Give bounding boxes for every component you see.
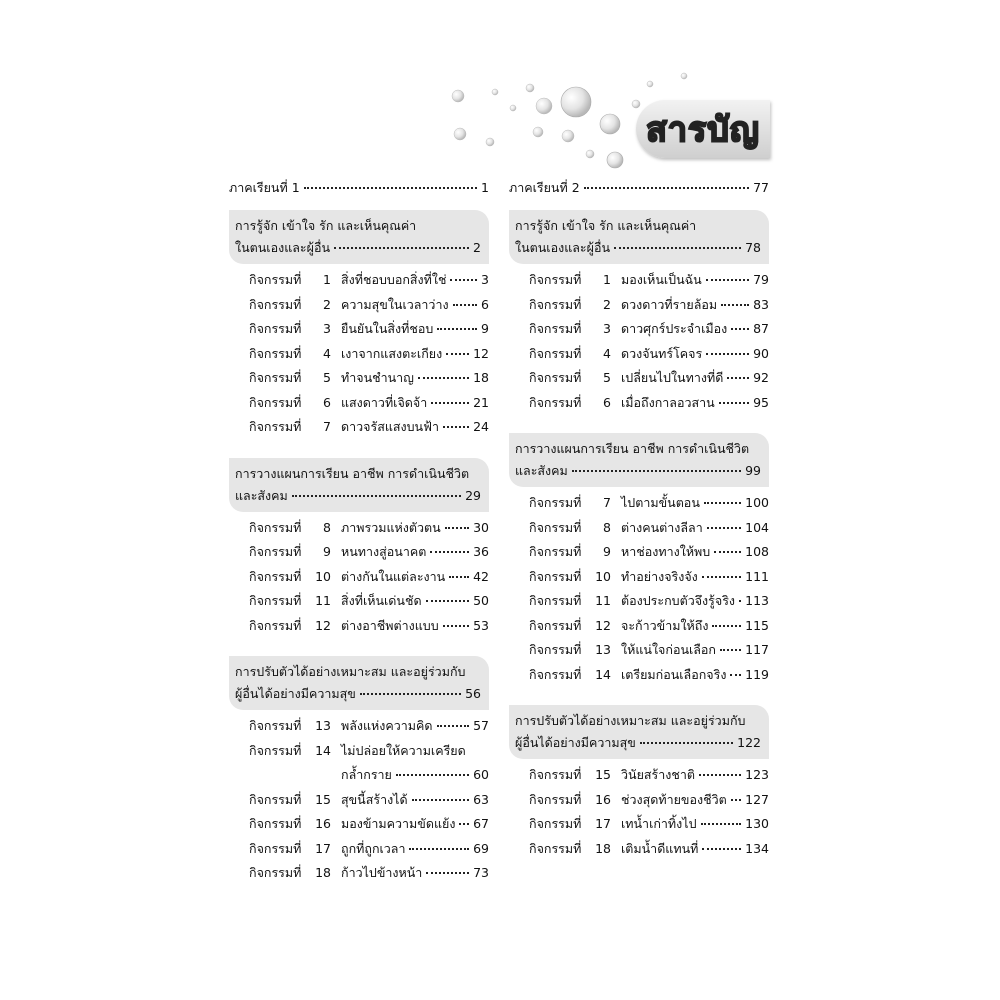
dot-leader [334, 247, 469, 249]
activity-page: 6 [481, 296, 489, 312]
activity-row [229, 814, 489, 839]
activity-label: กิจกรรมที่ [249, 617, 302, 633]
section-title-line2-row [235, 237, 481, 259]
section-page: 2 [473, 240, 481, 255]
activity-page: 111 [745, 568, 769, 584]
activity-number: 3 [323, 321, 331, 336]
activity-row [509, 542, 769, 567]
activity-number: 2 [323, 296, 331, 312]
activity-title: ยืนยันในสิ่งที่ชอบ [341, 321, 434, 336]
term-label: ภาคเรียนที่ 2 [509, 180, 580, 195]
activity-row [509, 665, 769, 690]
dot-leader [431, 402, 469, 404]
activity-number: 14 [595, 666, 611, 682]
activity-label: กิจกรรมที่ [249, 394, 302, 410]
section-title-line2: ในตนเองและผู้อื่น [235, 240, 331, 255]
activity-row [509, 640, 769, 665]
activity-title: จะก้าวข้ามให้ถึง [621, 617, 709, 633]
activity-row [509, 295, 769, 320]
activity-page: 3 [481, 272, 489, 287]
activity-label: กิจกรรมที่ [529, 642, 582, 657]
activity-number: 13 [315, 718, 331, 733]
activity-row [229, 839, 489, 864]
activity-page: 18 [473, 370, 489, 385]
activity-title: ภาพรวมแห่งตัวตน [341, 519, 441, 535]
activity-number: 6 [603, 394, 611, 410]
activity-row [509, 591, 769, 616]
section-spacer [509, 689, 769, 705]
activity-label: กิจกรรมที่ [529, 519, 582, 535]
activity-title: ก้าวไปข้างหน้า [341, 865, 423, 880]
activity-row [509, 518, 769, 543]
dot-leader [702, 576, 741, 578]
activity-number: 9 [323, 544, 331, 559]
activity-label: กิจกรรมที่ [249, 840, 302, 856]
dot-leader [719, 402, 749, 404]
dot-leader [706, 279, 749, 281]
activity-title: ไปตามขั้นตอน [621, 495, 700, 510]
activity-page: 113 [745, 593, 769, 608]
activity-title: ความสุขในเวลาว่าง [341, 296, 449, 312]
dot-leader [409, 848, 469, 850]
activity-row [229, 344, 489, 369]
activity-label: กิจกรรมที่ [249, 865, 302, 880]
activity-row [229, 591, 489, 616]
section-title-line2: และสังคม [515, 463, 568, 478]
activity-row [229, 616, 489, 641]
activity-number: 7 [603, 495, 611, 510]
activity-label: กิจกรรมที่ [529, 272, 582, 287]
activity-number: 13 [595, 642, 611, 657]
activity-label: กิจกรรมที่ [249, 321, 302, 336]
term-page: 1 [481, 180, 489, 195]
dot-leader [584, 187, 749, 189]
section-heading [229, 458, 489, 512]
activity-row [509, 814, 769, 839]
activity-label: กิจกรรมที่ [529, 544, 582, 559]
activity-row [229, 542, 489, 567]
activity-row [229, 368, 489, 393]
activity-title: มองข้ามความขัดแย้ง [341, 816, 456, 831]
activity-number: 1 [323, 272, 331, 287]
dot-leader [727, 377, 749, 379]
activity-number: 5 [323, 370, 331, 385]
activity-title: เมื่อถึงกาลอวสาน [621, 394, 715, 410]
activity-page: 30 [473, 519, 489, 535]
activity-number: 6 [323, 394, 331, 410]
section-title-line2-row [235, 485, 481, 507]
section-page: 78 [745, 240, 761, 255]
activity-number: 14 [315, 742, 331, 758]
activity-number: 11 [595, 593, 611, 608]
section-title-line2: ผู้อื่นได้อย่างมีความสุข [515, 735, 636, 750]
dot-leader [446, 353, 469, 355]
dot-leader [437, 328, 477, 330]
section-title-line2: ในตนเองและผู้อื่น [515, 240, 611, 255]
activity-row-continued [229, 765, 489, 790]
activity-number: 18 [315, 865, 331, 880]
section-spacer [509, 417, 769, 433]
section-title-line1: การรู้จัก เข้าใจ รัก และเห็นคุณค่า [515, 218, 697, 233]
activity-title: สุขนี้สร้างได้ [341, 791, 408, 807]
activity-title: ต่างอาชีพต่างแบบ [341, 617, 439, 633]
section-spacer [229, 442, 489, 458]
activity-title-continued: กล้ำกราย [341, 767, 392, 782]
activity-page: 67 [473, 816, 489, 831]
activity-page: 130 [745, 816, 769, 831]
activity-number: 17 [315, 840, 331, 856]
activity-label: กิจกรรมที่ [249, 272, 302, 287]
dot-leader [701, 823, 742, 825]
activity-label: กิจกรรมที่ [249, 742, 302, 758]
activity-page: 127 [745, 791, 769, 807]
dot-leader [731, 799, 741, 801]
activity-label: กิจกรรมที่ [529, 394, 582, 410]
activity-title: หาช่องทางให้พบ [621, 544, 711, 559]
activity-label: กิจกรรมที่ [529, 495, 582, 510]
activity-label: กิจกรรมที่ [529, 345, 582, 361]
activity-label: กิจกรรมที่ [529, 370, 582, 385]
activity-title: สิ่งที่ชอบบอกสิ่งที่ใช่ [341, 272, 447, 287]
activity-page: 57 [473, 718, 489, 733]
activity-label: กิจกรรมที่ [249, 568, 302, 584]
activity-row [509, 270, 769, 295]
activity-number: 8 [603, 519, 611, 535]
activity-label: กิจกรรมที่ [529, 296, 582, 312]
activity-label: กิจกรรมที่ [529, 816, 582, 831]
activity-title: ทำจนชำนาญ [341, 370, 414, 385]
activity-row [509, 368, 769, 393]
activity-row [229, 393, 489, 418]
term-label: ภาคเรียนที่ 1 [229, 180, 300, 195]
activity-row [509, 393, 769, 418]
section-spacer [229, 640, 489, 656]
section-title-line2-row [515, 460, 761, 482]
activity-row [229, 741, 489, 766]
activity-label: กิจกรรมที่ [529, 840, 582, 856]
activity-page: 119 [745, 666, 769, 682]
activity-page: 53 [473, 617, 489, 633]
activity-page: 83 [753, 296, 769, 312]
activity-title: ดวงดาวที่รายล้อม [621, 296, 718, 312]
activity-page: 104 [745, 519, 769, 535]
dot-leader [739, 600, 741, 602]
activity-title: เงาจากแสงตะเกียง [341, 345, 443, 361]
section-page: 99 [745, 463, 761, 478]
activity-row [509, 319, 769, 344]
dot-leader [459, 823, 469, 825]
activity-page: 92 [753, 370, 769, 385]
section-title-line2: และสังคม [235, 487, 288, 503]
dot-leader [445, 527, 469, 529]
activity-number: 1 [603, 272, 611, 287]
section-title-line2-row [235, 683, 481, 705]
dot-leader [731, 328, 749, 330]
activity-page: 50 [473, 593, 489, 608]
activity-number: 18 [595, 840, 611, 856]
activity-label: กิจกรรมที่ [249, 519, 302, 535]
dot-leader [721, 304, 749, 306]
activity-title: วินัยสร้างชาติ [621, 767, 695, 782]
section-title-line1: การปรับตัวได้อย่างเหมาะสม และอยู่ร่วมกับ [515, 713, 746, 728]
activity-title: ต่างกันในแต่ละงาน [341, 568, 446, 584]
activity-number: 8 [323, 519, 331, 535]
activity-label: กิจกรรมที่ [249, 593, 302, 608]
activity-number: 4 [603, 345, 611, 361]
activity-title: หนทางสู่อนาคต [341, 544, 427, 559]
activity-title: เปลี่ยนไปในทางที่ดี [621, 370, 724, 385]
activity-title: มองเห็นเป็นฉัน [621, 272, 702, 287]
toc-column-left [229, 178, 489, 904]
term-page: 77 [753, 180, 769, 195]
activity-page: 117 [745, 642, 769, 657]
section-heading [509, 210, 769, 264]
activity-label: กิจกรรมที่ [249, 544, 302, 559]
activity-title: ทำอย่างจริงจัง [621, 568, 698, 584]
dot-leader [453, 304, 477, 306]
dot-leader [292, 495, 461, 497]
activity-row [509, 344, 769, 369]
activity-page: 9 [481, 321, 489, 336]
activity-title: เทน้ำเก่าทิ้งไป [621, 816, 697, 831]
activity-row [229, 518, 489, 543]
dot-leader [443, 426, 469, 428]
activity-row [509, 765, 769, 790]
dot-leader [418, 377, 469, 379]
activity-title: สิ่งที่เห็นเด่นชัด [341, 593, 422, 608]
activity-title: ถูกที่ถูกเวลา [341, 840, 406, 856]
activity-number: 9 [603, 544, 611, 559]
activity-title: พลังแห่งความคิด [341, 718, 433, 733]
section-title-line1: การรู้จัก เข้าใจ รัก และเห็นคุณค่า [235, 218, 417, 233]
activity-label: กิจกรรมที่ [249, 296, 302, 312]
activity-page: 79 [753, 272, 769, 287]
dot-leader [443, 625, 469, 627]
activity-number: 12 [315, 617, 331, 633]
activity-number: 10 [315, 568, 331, 584]
section-spacer [229, 888, 489, 904]
activity-label: กิจกรรมที่ [529, 593, 582, 608]
activity-row [509, 839, 769, 864]
dot-leader [360, 693, 461, 695]
dot-leader [396, 774, 469, 776]
activity-label: กิจกรรมที่ [529, 666, 582, 682]
section-heading [509, 433, 769, 487]
activity-title: ดาวศุกร์ประจำเมือง [621, 321, 728, 336]
activity-title: ให้แน่ใจก่อนเลือก [621, 642, 717, 657]
section-heading [509, 705, 769, 759]
activity-page: 73 [473, 865, 489, 880]
section-spacer [509, 863, 769, 879]
section-page: 29 [465, 487, 481, 503]
dot-leader [426, 872, 469, 874]
dot-leader [426, 600, 470, 602]
dot-leader [572, 470, 741, 472]
activity-page: 21 [473, 394, 489, 410]
title-banner [636, 100, 770, 158]
activity-number: 2 [603, 296, 611, 312]
dot-leader [730, 674, 741, 676]
activity-number: 7 [323, 419, 331, 434]
section-page: 56 [465, 686, 481, 701]
activity-label: กิจกรรมที่ [249, 816, 302, 831]
dot-leader [699, 774, 741, 776]
term-heading [509, 178, 769, 202]
dot-leader [712, 625, 741, 627]
activity-page: 115 [745, 617, 769, 633]
activity-page: 24 [473, 419, 489, 434]
section-title-line1: การวางแผนการเรียน อาชีพ การดำเนินชีวิต [235, 465, 470, 481]
activity-label: กิจกรรมที่ [529, 568, 582, 584]
activity-page: 95 [753, 394, 769, 410]
section-heading [229, 210, 489, 264]
activity-title: ต้องประกบตัวจึงรู้จริง [621, 593, 736, 608]
section-title-line2: ผู้อื่นได้อย่างมีความสุข [235, 686, 356, 701]
activity-number: 4 [323, 345, 331, 361]
activity-label: กิจกรรมที่ [249, 419, 302, 434]
activity-page: 90 [753, 345, 769, 361]
activity-title: ไม่ปล่อยให้ความเครียด [341, 742, 466, 758]
dot-leader [449, 576, 469, 578]
dot-leader [304, 187, 477, 189]
activity-title: เตรียมก่อนเลือกจริง [621, 666, 727, 682]
dot-leader [702, 848, 741, 850]
dot-leader [714, 551, 741, 553]
activity-page: 123 [745, 767, 769, 782]
activity-number: 10 [595, 568, 611, 584]
activity-row [229, 295, 489, 320]
activity-row [229, 863, 489, 888]
activity-number: 5 [603, 370, 611, 385]
activity-number: 15 [595, 767, 611, 782]
activity-row [509, 493, 769, 518]
activity-title: ดวงจันทร์โคจร [621, 345, 703, 361]
activity-label: กิจกรรมที่ [249, 345, 302, 361]
activity-page: 69 [473, 840, 489, 856]
dot-leader [437, 725, 470, 727]
page-title: สารบัญ [646, 110, 760, 150]
dot-leader [720, 649, 741, 651]
activity-row [229, 790, 489, 815]
section-page: 122 [737, 735, 761, 750]
activity-number: 3 [603, 321, 611, 336]
section-heading [229, 656, 489, 710]
dot-leader [412, 799, 470, 801]
activity-page: 108 [745, 544, 769, 559]
dot-leader [706, 353, 749, 355]
dot-leader [704, 502, 741, 504]
activity-label: กิจกรรมที่ [249, 370, 302, 385]
activity-row [229, 270, 489, 295]
activity-page: 12 [473, 345, 489, 361]
activity-row [509, 790, 769, 815]
activity-label: กิจกรรมที่ [529, 767, 582, 782]
activity-title: ช่วงสุดท้ายของชีวิต [621, 791, 727, 807]
term-heading [229, 178, 489, 202]
activity-number: 17 [595, 816, 611, 831]
activity-number: 11 [315, 593, 331, 608]
section-title-line1: การปรับตัวได้อย่างเหมาะสม และอยู่ร่วมกับ [235, 664, 466, 679]
activity-page: 63 [473, 791, 489, 807]
activity-page: 60 [473, 767, 489, 782]
activity-number: 16 [595, 791, 611, 807]
activity-row [229, 319, 489, 344]
toc-column-right [509, 178, 769, 879]
activity-row [509, 567, 769, 592]
activity-label: กิจกรรมที่ [529, 791, 582, 807]
dot-leader [640, 742, 733, 744]
dot-leader [430, 551, 469, 553]
activity-page: 100 [745, 495, 769, 510]
activity-row [229, 567, 489, 592]
activity-label: กิจกรรมที่ [249, 718, 302, 733]
activity-page: 134 [745, 840, 769, 856]
activity-number: 15 [315, 791, 331, 807]
activity-page: 87 [753, 321, 769, 336]
dot-leader [450, 279, 477, 281]
activity-title: เติมน้ำดีแทนที่ [621, 840, 699, 856]
activity-row [229, 417, 489, 442]
activity-title: ดาวจรัสแสงบนฟ้า [341, 419, 439, 434]
section-title-line2-row [515, 237, 761, 259]
dot-leader [707, 527, 741, 529]
activity-page: 42 [473, 568, 489, 584]
activity-page: 36 [473, 544, 489, 559]
section-title-line1: การวางแผนการเรียน อาชีพ การดำเนินชีวิต [515, 441, 750, 456]
activity-label: กิจกรรมที่ [529, 321, 582, 336]
activity-number: 12 [595, 617, 611, 633]
activity-number: 16 [315, 816, 331, 831]
section-title-line2-row [515, 732, 761, 754]
activity-label: กิจกรรมที่ [529, 617, 582, 633]
activity-row [229, 716, 489, 741]
dot-leader [614, 247, 741, 249]
activity-label: กิจกรรมที่ [249, 791, 302, 807]
activity-title: ต่างคนต่างลีลา [621, 519, 703, 535]
activity-row [509, 616, 769, 641]
activity-title: แสงดาวที่เจิดจ้า [341, 394, 428, 410]
